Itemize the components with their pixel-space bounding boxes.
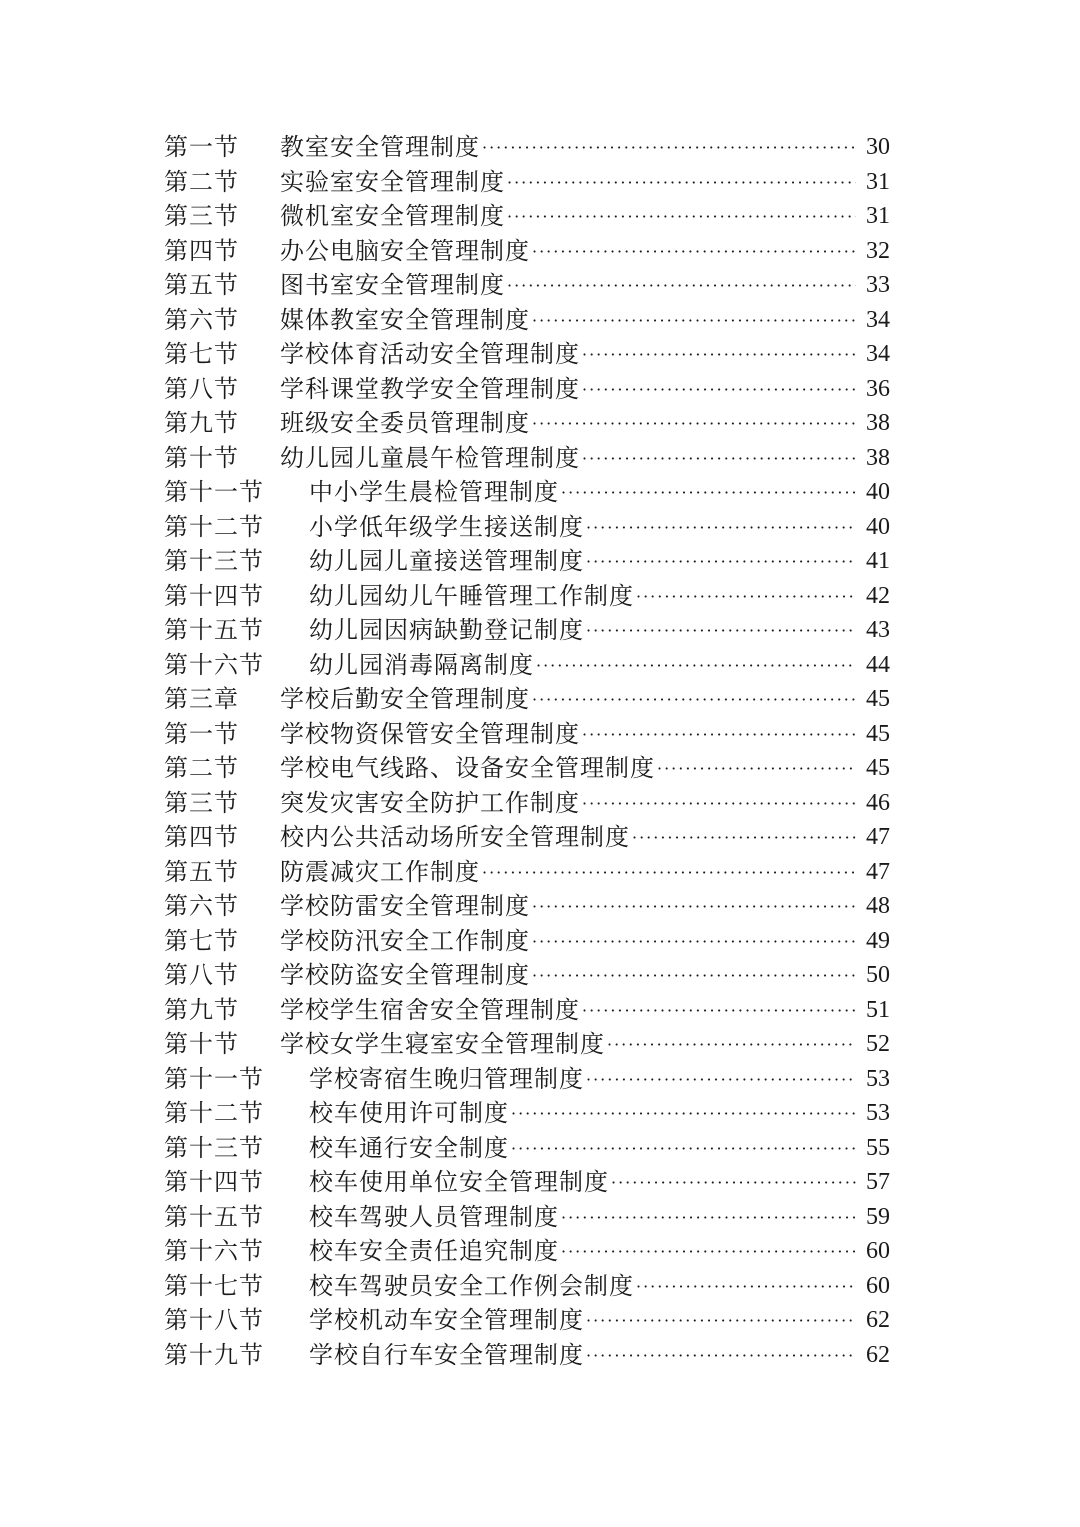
toc-entry-title: 校车通行安全制度 <box>309 1133 509 1162</box>
toc-entry-page-number: 38 <box>866 444 890 471</box>
toc-entry-label: 第十九节 <box>164 1340 264 1369</box>
toc-entry-label: 第十三节 <box>164 547 264 575</box>
toc-entry-label: 第十节 <box>164 1030 239 1058</box>
toc-entry[interactable] <box>164 993 890 1028</box>
toc-entry-title: 媒体教室安全管理制度 <box>280 305 530 334</box>
toc-entry-title: 小学低年级学生接送制度 <box>309 512 584 541</box>
toc-entry-page-number: 44 <box>866 651 890 678</box>
toc-entry-title: 学校寄宿生晚归管理制度 <box>309 1064 584 1093</box>
toc-dot-leader <box>586 1303 856 1338</box>
toc-entry-page-number: 31 <box>866 168 890 195</box>
toc-entry-label: 第十三节 <box>164 1133 264 1162</box>
toc-entry-title: 办公电脑安全管理制度 <box>280 236 530 265</box>
toc-entry-label: 第十五节 <box>164 1202 264 1231</box>
toc-entry-label: 第四节 <box>164 236 239 265</box>
toc-entry-page-number: 49 <box>866 927 890 954</box>
toc-dot-leader <box>582 441 856 476</box>
toc-entry-label: 第十四节 <box>164 1168 264 1196</box>
toc-entry-page-number: 32 <box>866 237 890 264</box>
toc-dot-leader <box>582 717 856 752</box>
toc-entry-title: 校内公共活动场所安全管理制度 <box>280 823 630 851</box>
toc-entry[interactable] <box>164 268 890 303</box>
toc-dot-leader <box>532 924 856 959</box>
toc-entry-page-number: 34 <box>866 306 890 333</box>
toc-entry-label: 第九节 <box>164 995 239 1024</box>
toc-entry[interactable] <box>164 786 890 821</box>
toc-entry-page-number: 45 <box>866 755 890 781</box>
toc-dot-leader <box>532 958 856 993</box>
toc-entry-title: 学校后勤安全管理制度 <box>280 685 530 713</box>
toc-entry-page-number: 50 <box>866 962 890 988</box>
toc-entry-label: 第十六节 <box>164 1237 264 1265</box>
toc-entry[interactable] <box>164 1234 890 1269</box>
toc-entry[interactable] <box>164 820 890 855</box>
toc-entry-title: 中小学生晨检管理制度 <box>309 478 559 506</box>
toc-entry-title: 学校防盗安全管理制度 <box>280 961 530 989</box>
toc-entry-page-number: 47 <box>866 858 890 885</box>
toc-entry-page-number: 59 <box>866 1203 890 1230</box>
toc-entry-label: 第五节 <box>164 857 239 886</box>
toc-entry-page-number: 45 <box>866 720 890 747</box>
toc-entry[interactable] <box>164 751 890 786</box>
toc-entry-title: 学校防雷安全管理制度 <box>280 892 530 920</box>
toc-entry-label: 第十二节 <box>164 512 264 541</box>
toc-entry-label: 第二节 <box>164 754 239 782</box>
toc-dot-leader <box>561 475 856 510</box>
toc-entry-page-number: 33 <box>866 272 890 298</box>
toc-entry-page-number: 46 <box>866 789 890 816</box>
toc-entry-label: 第十五节 <box>164 616 264 644</box>
toc-entry[interactable] <box>164 1096 890 1131</box>
toc-entry-title: 幼儿园幼儿午睡管理工作制度 <box>309 581 634 610</box>
toc-dot-leader <box>561 1200 856 1235</box>
toc-dot-leader <box>507 199 856 234</box>
toc-dot-leader <box>586 544 856 579</box>
toc-entry[interactable] <box>164 958 890 993</box>
toc-entry[interactable] <box>164 165 890 200</box>
toc-dot-leader <box>586 1062 856 1097</box>
toc-dot-leader <box>586 510 856 545</box>
toc-entry-label: 第八节 <box>164 374 239 403</box>
toc-entry[interactable] <box>164 406 890 441</box>
toc-entry-title: 校车驾驶人员管理制度 <box>309 1202 559 1231</box>
toc-entry-label: 第二节 <box>164 167 239 196</box>
toc-entry-page-number: 62 <box>866 1341 890 1368</box>
toc-entry-label: 第一节 <box>164 719 239 748</box>
toc-entry-label: 第三章 <box>164 685 239 713</box>
toc-entry[interactable] <box>164 441 890 476</box>
toc-entry[interactable] <box>164 1165 890 1200</box>
toc-entry[interactable] <box>164 337 890 372</box>
toc-entry-label: 第八节 <box>164 961 239 989</box>
toc-entry-page-number: 60 <box>866 1272 890 1299</box>
toc-dot-leader <box>586 1338 856 1373</box>
toc-entry-label: 第三节 <box>164 202 239 230</box>
toc-entry-label: 第十节 <box>164 443 239 472</box>
toc-dot-leader <box>532 406 856 441</box>
toc-entry-page-number: 31 <box>866 203 890 229</box>
toc-dot-leader <box>507 165 856 200</box>
toc-entry[interactable] <box>164 475 890 510</box>
toc-entry-label: 第十六节 <box>164 650 264 679</box>
toc-entry-label: 第五节 <box>164 271 239 299</box>
toc-entry-label: 第七节 <box>164 926 239 955</box>
toc-entry-title: 幼儿园消毒隔离制度 <box>309 650 534 679</box>
toc-entry-title: 学校物资保管安全管理制度 <box>280 719 580 748</box>
toc-entry[interactable] <box>164 717 890 752</box>
toc-dot-leader <box>582 372 856 407</box>
toc-dot-leader <box>611 1165 856 1200</box>
toc-entry-page-number: 55 <box>866 1134 890 1161</box>
toc-entry[interactable] <box>164 130 890 165</box>
toc-entry-page-number: 47 <box>866 824 890 850</box>
toc-entry-page-number: 40 <box>866 479 890 505</box>
toc-entry-label: 第四节 <box>164 823 239 851</box>
toc-entry-page-number: 43 <box>866 617 890 643</box>
toc-entry[interactable] <box>164 889 890 924</box>
toc-entry-page-number: 53 <box>866 1065 890 1092</box>
toc-entry-title: 学校学生宿舍安全管理制度 <box>280 995 580 1024</box>
toc-entry[interactable] <box>164 682 890 717</box>
toc-entry[interactable] <box>164 199 890 234</box>
toc-entry-page-number: 42 <box>866 582 890 609</box>
toc-dot-leader <box>532 234 856 269</box>
toc-entry-title: 学校防汛安全工作制度 <box>280 926 530 955</box>
toc-entry-page-number: 62 <box>866 1307 890 1333</box>
toc-dot-leader <box>511 1131 856 1166</box>
toc-dot-leader <box>586 613 856 648</box>
toc-entry-title: 校车驾驶员安全工作例会制度 <box>309 1271 634 1300</box>
toc-entry-label: 第十八节 <box>164 1306 264 1334</box>
toc-entry[interactable] <box>164 855 890 890</box>
toc-entry-title: 防震减灾工作制度 <box>280 857 480 886</box>
toc-dot-leader <box>532 889 856 924</box>
toc-entry-title: 实验室安全管理制度 <box>280 167 505 196</box>
toc-entry[interactable] <box>164 579 890 614</box>
toc-dot-leader <box>582 993 856 1028</box>
toc-entry-title: 班级安全委员管理制度 <box>280 409 530 437</box>
toc-entry[interactable] <box>164 1338 890 1373</box>
toc-entry-title: 学校女学生寝室安全管理制度 <box>280 1030 605 1058</box>
toc-entry-label: 第十一节 <box>164 478 264 506</box>
toc-entry-title: 幼儿园儿童晨午检管理制度 <box>280 443 580 472</box>
toc-entry-page-number: 45 <box>866 686 890 712</box>
toc-entry-page-number: 51 <box>866 996 890 1023</box>
toc-entry[interactable] <box>164 544 890 579</box>
toc-entry-page-number: 53 <box>866 1100 890 1126</box>
toc-entry-page-number: 36 <box>866 375 890 402</box>
toc-dot-leader <box>561 1234 856 1269</box>
toc-entry-page-number: 40 <box>866 513 890 540</box>
toc-dot-leader <box>532 303 856 338</box>
toc-dot-leader <box>582 786 856 821</box>
toc-entry-label: 第一节 <box>164 133 239 161</box>
toc-entry-page-number: 34 <box>866 341 890 367</box>
toc-entry-title: 学科课堂教学安全管理制度 <box>280 374 580 403</box>
toc-dot-leader <box>482 855 856 890</box>
toc-dot-leader <box>636 1269 856 1304</box>
toc-entry-title: 学校体育活动安全管理制度 <box>280 340 580 368</box>
toc-entry[interactable] <box>164 648 890 683</box>
toc-entry[interactable] <box>164 510 890 545</box>
toc-entry[interactable] <box>164 1303 890 1338</box>
toc-entry-title: 教室安全管理制度 <box>280 133 480 161</box>
toc-entry[interactable] <box>164 1062 890 1097</box>
toc-entry-label: 第十二节 <box>164 1099 264 1127</box>
toc-entry-label: 第九节 <box>164 409 239 437</box>
toc-entry[interactable] <box>164 613 890 648</box>
toc-entry-label: 第十七节 <box>164 1271 264 1300</box>
toc-entry-page-number: 38 <box>866 410 890 436</box>
toc-dot-leader <box>536 648 856 683</box>
toc-entry-label: 第十四节 <box>164 581 264 610</box>
toc-entry[interactable] <box>164 1027 890 1062</box>
toc-dot-leader <box>507 268 856 303</box>
toc-entry-title: 幼儿园因病缺勤登记制度 <box>309 616 584 644</box>
toc-entry-label: 第六节 <box>164 892 239 920</box>
toc-entry-page-number: 41 <box>866 548 890 574</box>
toc-entry-title: 学校自行车安全管理制度 <box>309 1340 584 1369</box>
toc-entry[interactable] <box>164 924 890 959</box>
toc-entry[interactable] <box>164 372 890 407</box>
toc-dot-leader <box>632 820 856 855</box>
toc-entry-title: 图书室安全管理制度 <box>280 271 505 299</box>
toc-dot-leader <box>532 682 856 717</box>
toc-entry-page-number: 30 <box>866 134 890 160</box>
toc-entry-title: 学校电气线路、设备安全管理制度 <box>280 754 655 782</box>
toc-entry-page-number: 60 <box>866 1238 890 1264</box>
toc-entry[interactable] <box>164 1200 890 1235</box>
toc-dot-leader <box>636 579 856 614</box>
toc-entry-title: 幼儿园儿童接送管理制度 <box>309 547 584 575</box>
toc-dot-leader <box>482 130 856 165</box>
toc-dot-leader <box>607 1027 856 1062</box>
toc-dot-leader <box>657 751 856 786</box>
toc-entry[interactable] <box>164 1269 890 1304</box>
toc-entry-label: 第十一节 <box>164 1064 264 1093</box>
toc-entry-title: 校车使用许可制度 <box>309 1099 509 1127</box>
toc-entry-page-number: 52 <box>866 1031 890 1057</box>
toc-entry-label: 第七节 <box>164 340 239 368</box>
toc-dot-leader <box>511 1096 856 1131</box>
toc-entry-title: 微机室安全管理制度 <box>280 202 505 230</box>
toc-entry[interactable] <box>164 1131 890 1166</box>
toc-entry-title: 学校机动车安全管理制度 <box>309 1306 584 1334</box>
toc-entry-page-number: 57 <box>866 1169 890 1195</box>
table-of-contents <box>164 130 890 1372</box>
toc-entry-label: 第六节 <box>164 305 239 334</box>
toc-entry-label: 第三节 <box>164 788 239 817</box>
toc-entry-title: 突发灾害安全防护工作制度 <box>280 788 580 817</box>
toc-entry-page-number: 48 <box>866 893 890 919</box>
toc-dot-leader <box>582 337 856 372</box>
toc-entry[interactable] <box>164 234 890 269</box>
toc-entry-title: 校车安全责任追究制度 <box>309 1237 559 1265</box>
toc-entry[interactable] <box>164 303 890 338</box>
toc-entry-title: 校车使用单位安全管理制度 <box>309 1168 609 1196</box>
